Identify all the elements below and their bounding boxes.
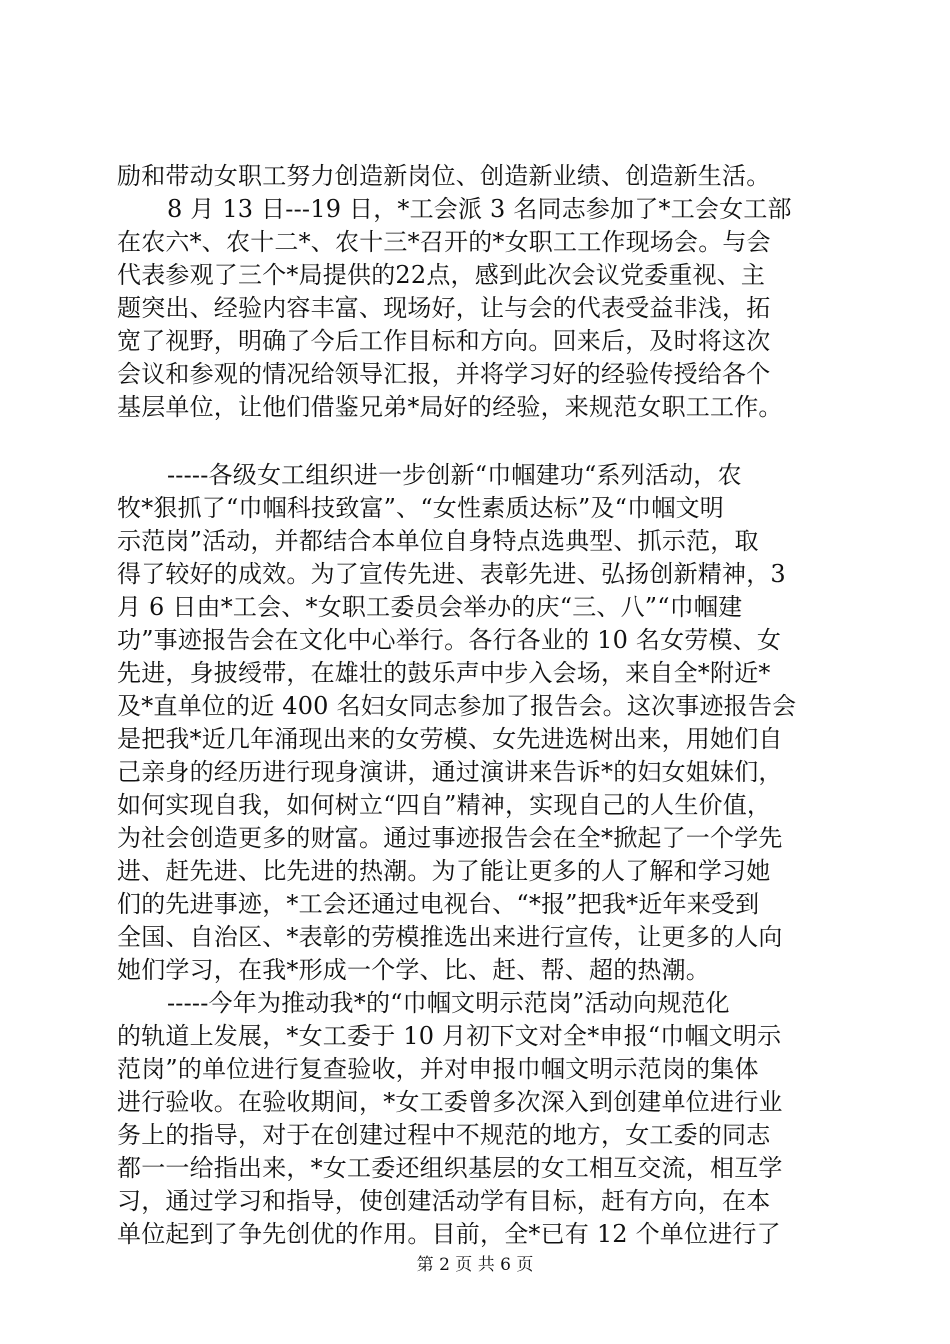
text-line: 进行验收。在验收期间，*女工委曾多次深入到创建单位进行业: [117, 1088, 783, 1116]
text-line: 题突出、经验内容丰富、现场好，让与会的代表受益非浅，拓: [117, 294, 771, 322]
text-line: 的轨道上发展，*女工委于 10 月初下文对全*申报“巾帼文明示: [117, 1022, 782, 1050]
text-line: 宽了视野，明确了今后工作目标和方向。回来后，及时将这次: [117, 327, 771, 355]
text-line: 励和带动女职工努力创造新岗位、创造新业绩、创造新生活。: [117, 162, 771, 190]
text-line: 都一一给指出来，*女工委还组织基层的女工相互交流，相互学: [117, 1154, 783, 1182]
text-line: 基层单位，让他们借鉴兄弟*局好的经验，来规范女职工工作。: [117, 393, 783, 421]
text-line: 月 6 日由*工会、*女职工委员会举办的庆“三、八”“巾帼建: [117, 593, 743, 621]
text-line: 是把我*近几年涌现出来的女劳模、女先进选树出来，用她们自: [117, 725, 783, 753]
text-line: 在农六*、农十二*、农十三*召开的*女职工工作现场会。与会: [117, 228, 771, 256]
document-body: [117, 160, 857, 1251]
text-line: 务上的指导，对于在创建过程中不规范的地方，女工委的同志: [117, 1121, 771, 1149]
text-line: 进、赶先进、比先进的热潮。为了能让更多的人了解和学习她: [117, 857, 771, 885]
text-line: 得了较好的成效。为了宣传先进、表彰先进、弘扬创新精神，3: [117, 560, 786, 588]
text-line: 己亲身的经历进行现身演讲，通过演讲来告诉*的妇女姐妹们，: [117, 758, 783, 786]
paragraph: [117, 459, 857, 987]
text-line: 如何实现自我，如何树立“四自”精神，实现自己的人生价值，: [117, 791, 772, 819]
page-number-footer: 第 2 页 共 6 页: [416, 1255, 534, 1275]
text-line: -----今年为推动我*的“巾帼文明示范岗”活动向规范化: [167, 989, 730, 1017]
text-line: 习，通过学习和指导，使创建活动学有目标，赶有方向，在本: [117, 1187, 771, 1215]
text-line: 单位起到了争先创优的作用。目前，全*已有 12 个单位进行了: [117, 1220, 781, 1248]
text-line: 牧*狠抓了“巾帼科技致富”、“女性素质达标”及“巾帼文明: [117, 494, 724, 522]
text-line: 为社会创造更多的财富。通过事迹报告会在全*掀起了一个学先: [117, 824, 783, 852]
text-line: 功”事迹报告会在文化中心举行。各行各业的 10 名女劳模、女: [117, 626, 782, 654]
paragraph: [117, 160, 857, 193]
text-line: 们的先进事迹，*工会还通过电视台、“*报”把我*近年来受到: [117, 890, 760, 918]
paragraph: [117, 987, 857, 1251]
text-line: 全国、自治区、*表彰的劳模推选出来进行宣传，让更多的人向: [117, 923, 783, 951]
text-line: 及*直单位的近 400 名妇女同志参加了报告会。这次事迹报告会: [117, 692, 797, 720]
text-line: 示范岗”活动，并都结合本单位自身特点选典型、抓示范，取: [117, 527, 759, 555]
text-line: 8 月 13 日---19 日，*工会派 3 名同志参加了*工会女工部: [167, 195, 792, 223]
text-line: 她们学习，在我*形成一个学、比、赶、帮、超的热潮。: [117, 956, 710, 984]
paragraph: [117, 193, 857, 424]
text-line: 范岗”的单位进行复查验收，并对申报巾帼文明示范岗的集体: [117, 1055, 759, 1083]
text-line: -----各级女工组织进一步创新“巾帼建功“系列活动，农: [167, 461, 742, 489]
text-line: 先进，身披绶带，在雄壮的鼓乐声中步入会场，来自全*附近*: [117, 659, 771, 687]
text-line: 会议和参观的情况给领导汇报，并将学习好的经验传授给各个: [117, 360, 771, 388]
paragraph-gap: [117, 424, 857, 459]
text-line: 代表参观了三个*局提供的22点，感到此次会议党委重视、主: [117, 261, 766, 289]
